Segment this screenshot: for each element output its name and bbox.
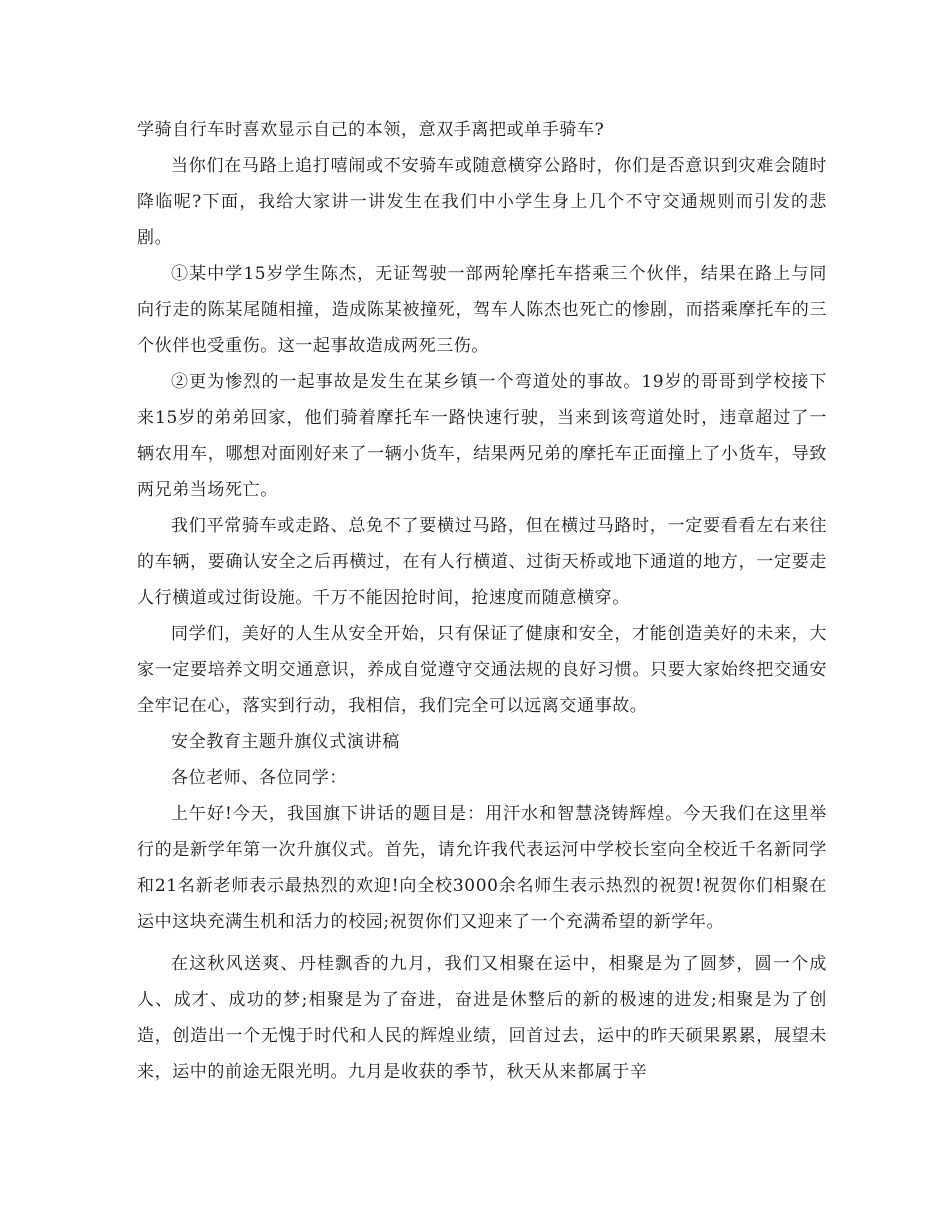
paragraph-4: ②更为惨烈的一起事故是发生在某乡镇一个弯道处的事故。19岁的哥哥到学校接下来15岁的弟弟回家，他们骑着摩托车一路快速行驶，当来到该弯道处时，违章超过了一辆农用车，哪想对面刚好来了一辆小货车，结果两兄弟的摩托车正面撞上了小货车，导致两兄弟当场死亡。	[137, 372, 827, 500]
paragraph-5: 我们平常骑车或走路、总免不了要横过马路，但在横过马路时，一定要看看左右来往的车辆，要确认安全之后再横过，在有人行横道、过街天桥或地下通道的地方，一定要走人行横道或过街设施。千万不能因抢时间，抢速度而随意横穿。	[137, 516, 827, 608]
paragraph-2: 当你们在马路上追打嘻闹或不安骑车或随意横穿公路时，你们是否意识到灾难会随时降临呢?下面，我给大家讲一讲发生在我们中小学生身上几个不守交通规则而引发的悲剧。	[137, 156, 827, 248]
section-title: 安全教育主题升旗仪式演讲稿	[171, 732, 400, 752]
paragraph-1: 学骑自行车时喜欢显示自己的本领，意双手离把或单手骑车?	[137, 120, 605, 140]
paragraph-3: ①某中学15岁学生陈杰，无证驾驶一部两轮摩托车搭乘三个伙伴，结果在路上与同向行走的陈某尾随相撞，造成陈某被撞死，驾车人陈杰也死亡的惨剧，而搭乘摩托车的三个伙伴也受重伤。这一起事故造成两死三伤。	[137, 264, 827, 356]
paragraph-10: 在这秋风送爽、丹桂飘香的九月，我们又相聚在运中，相聚是为了圆梦，圆一个成人、成才、成功的梦;相聚是为了奋进，奋进是休整后的新的极速的进发;相聚是为了创造，创造出一个无愧于时代和人民的辉煌业绩，回首过去，运中的昨天硕果累累，展望未来，运中的前途无限光明。九月是收获的季节，秋天从来都属于辛	[137, 954, 827, 1082]
paragraph-9: 上午好!今天，我国旗下讲话的题目是：用汗水和智慧浇铸辉煌。今天我们在这里举行的是新学年第一次升旗仪式。首先，请允许我代表运河中学校长室向全校近千名新同学和21名新老师表示最热烈的欢迎!向全校3000余名师生表示热烈的祝贺!祝贺你们相聚在运中这块充满生机和活力的校园;祝贺你们又迎来了一个充满希望的新学年。	[137, 804, 827, 932]
paragraph-6: 同学们，美好的人生从安全开始，只有保证了健康和安全，才能创造美好的未来，大家一定要培养文明交通意识，养成自觉遵守交通法规的良好习惯。只要大家始终把交通安全牢记在心，落实到行动，我相信，我们完全可以远离交通事故。	[137, 624, 827, 716]
document-body	[137, 112, 827, 1090]
salutation: 各位老师、各位同学：	[171, 768, 347, 788]
